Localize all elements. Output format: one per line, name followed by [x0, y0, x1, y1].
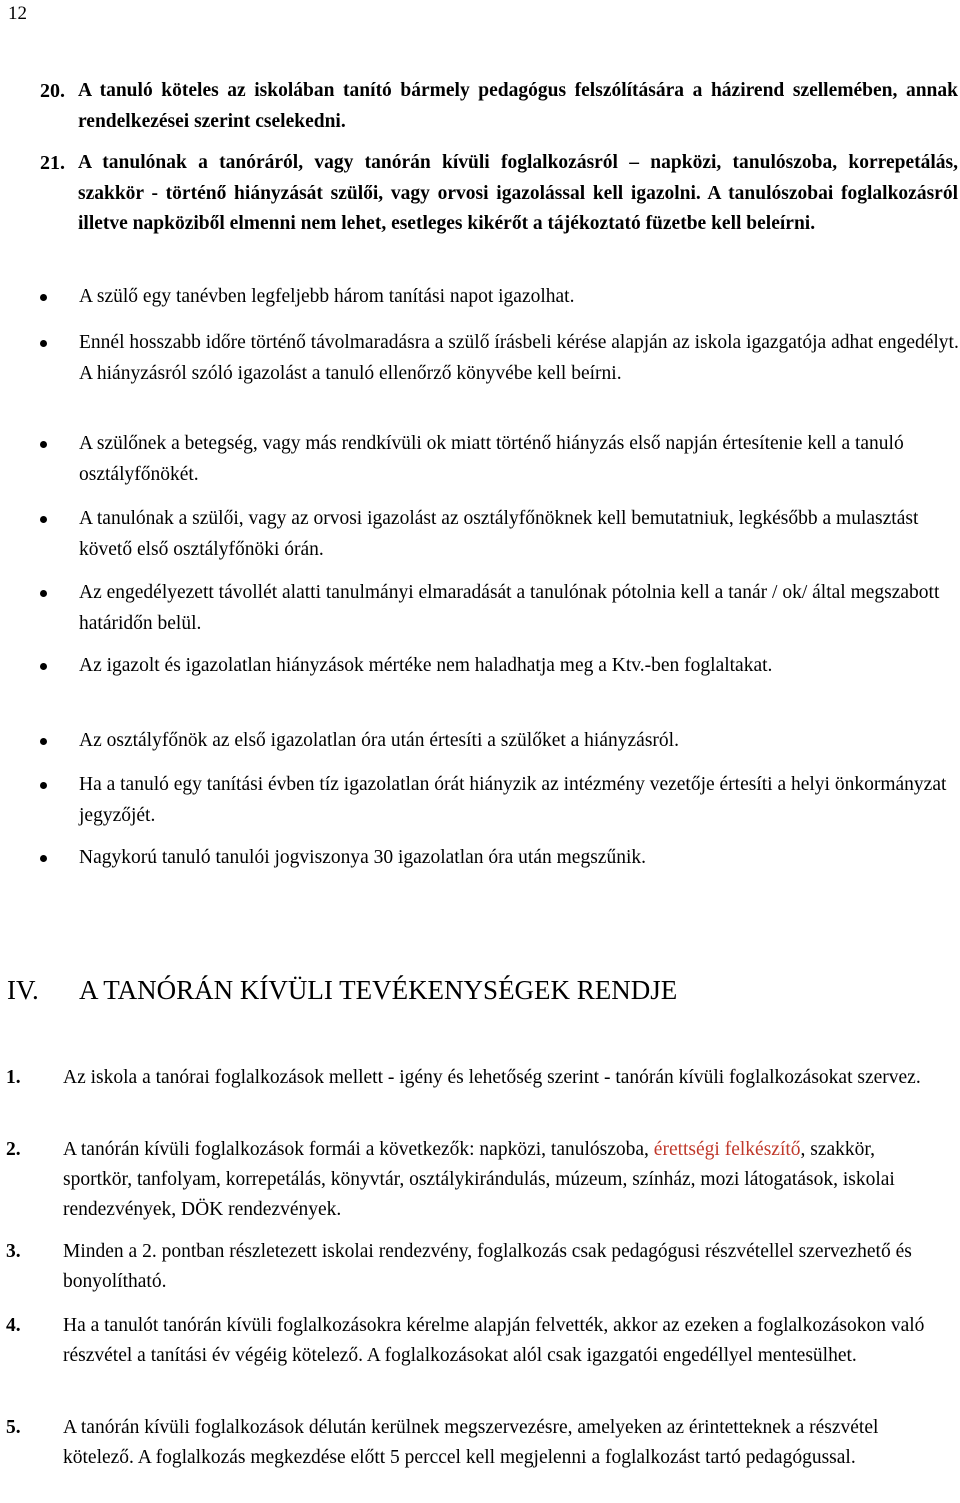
- item-text: A tanulónak a tanóráról, vagy tanórán kívüli foglalkozásról – napközi, tanulószoba, korrepetálás, szakkör - történő hiányzását szülői, vagy orvosi igazolással kell igazolni. A tanulószobai foglalkozásról illetve napköziből elmenni nem lehet, esetleges kikérőt a tájékoztató füzetbe kell beleírni.: [78, 152, 958, 234]
- item-text: Az iskola a tanórai foglalkozások mellett - igény és lehetőség szerint - tanórán kívüli foglalkozásokat szervez.: [63, 1067, 921, 1088]
- bullet-icon: [40, 663, 47, 670]
- bullet-text: Az osztályfőnök az első igazolatlan óra után értesíti a szülőket a hiányzásról.: [79, 730, 679, 751]
- section-heading: A TANÓRÁN KÍVÜLI TEVÉKENYSÉGEK RENDJE: [79, 975, 678, 1005]
- item-number: 3.: [6, 1241, 21, 1262]
- bullet-text: Ennél hosszabb időre történő távolmaradásra a szülő írásbeli kérése alapján az iskola igazgatója adhat engedélyt. A hiányzásról szóló igazolást a tanuló ellenőrző könyvébe kell beírni.: [79, 332, 959, 384]
- item-number: 2.: [6, 1139, 21, 1160]
- bullet-text: A szülő egy tanévben legfeljebb három tanítási napot igazolhat.: [79, 286, 575, 307]
- bullet-icon: [40, 782, 47, 789]
- bullet-icon: [40, 738, 47, 745]
- item-text: Minden a 2. pontban részletezett iskolai rendezvény, foglalkozás csak pedagógusi részvétellel szervezhető és bonyolítható.: [63, 1241, 912, 1292]
- section-roman-numeral: IV.: [7, 975, 39, 1005]
- item-text: Ha a tanulót tanórán kívüli foglalkozásokra kérelme alapján felvették, akkor az ezeken a foglalkozásokon való részvétel a tanítási év végéig kötelező. A foglalkozásokat alól csak igazgatói engedéllyel mentesülhet.: [63, 1315, 925, 1366]
- item-text-part: , szakkör, sportkör, tanfolyam, korrepetálás, könyvtár, osztálykirándulás, múzeum, színház, mozi látogatások, iskolai rendezvények, DÖK rendezvények.: [63, 1139, 895, 1220]
- item-number: 4.: [6, 1315, 21, 1336]
- bullet-icon: [40, 294, 47, 301]
- bullet-text: Az igazolt és igazolatlan hiányzások mértéke nem haladhatja meg a Ktv.-ben foglaltakat.: [79, 655, 773, 676]
- highlighted-text: érettségi felkészítő: [653, 1139, 801, 1160]
- item-text: A tanórán kívüli foglalkozások délután kerülnek megszervezésre, amelyeken az érintetteknek a részvétel kötelező. A foglalkozás megkezdése előtt 5 perccel kell megjelenni a foglalkozást tartó pedagógussal.: [63, 1417, 879, 1468]
- bullet-text: A tanulónak a szülői, vagy az orvosi igazolást az osztályfőnöknek kell bemutatniuk, legkésőbb a mulasztást követő első osztályfőnöki órán.: [79, 508, 919, 560]
- item-text: [63, 1135, 925, 1225]
- item-number: 5.: [6, 1417, 21, 1438]
- bullet-icon: [40, 590, 47, 597]
- bullet-icon: [40, 441, 47, 448]
- item-number: 20.: [40, 80, 65, 102]
- item-text-part: A tanórán kívüli foglalkozások formái a következők: napközi, tanulószoba,: [63, 1139, 654, 1160]
- bullet-icon: [40, 516, 47, 523]
- item-number: 1.: [6, 1067, 21, 1088]
- bullet-icon: [40, 340, 47, 347]
- bullet-icon: [40, 855, 47, 862]
- bullet-text: Az engedélyezett távollét alatti tanulmányi elmaradását a tanulónak pótolnia kell a tanár / ok/ által megszabott határidőn belül.: [79, 582, 940, 634]
- bullet-text: Ha a tanuló egy tanítási évben tíz igazolatlan órát hiányzik az intézmény vezetője értesíti a helyi önkormányzat jegyzőjét.: [79, 774, 947, 826]
- page-number: 12: [8, 3, 27, 24]
- item-text: A tanuló köteles az iskolában tanító bármely pedagógus felszólítására a házirend szellemében, annak rendelkezései szerint cselekedni.: [78, 80, 958, 132]
- bullet-text: A szülőnek a betegség, vagy más rendkívüli ok miatt történő hiányzás első napján értesítenie kell a tanuló osztályfőnökét.: [79, 433, 904, 485]
- bullet-text: Nagykorú tanuló tanulói jogviszonya 30 igazolatlan óra után megszűnik.: [79, 847, 646, 868]
- item-number: 21.: [40, 152, 65, 174]
